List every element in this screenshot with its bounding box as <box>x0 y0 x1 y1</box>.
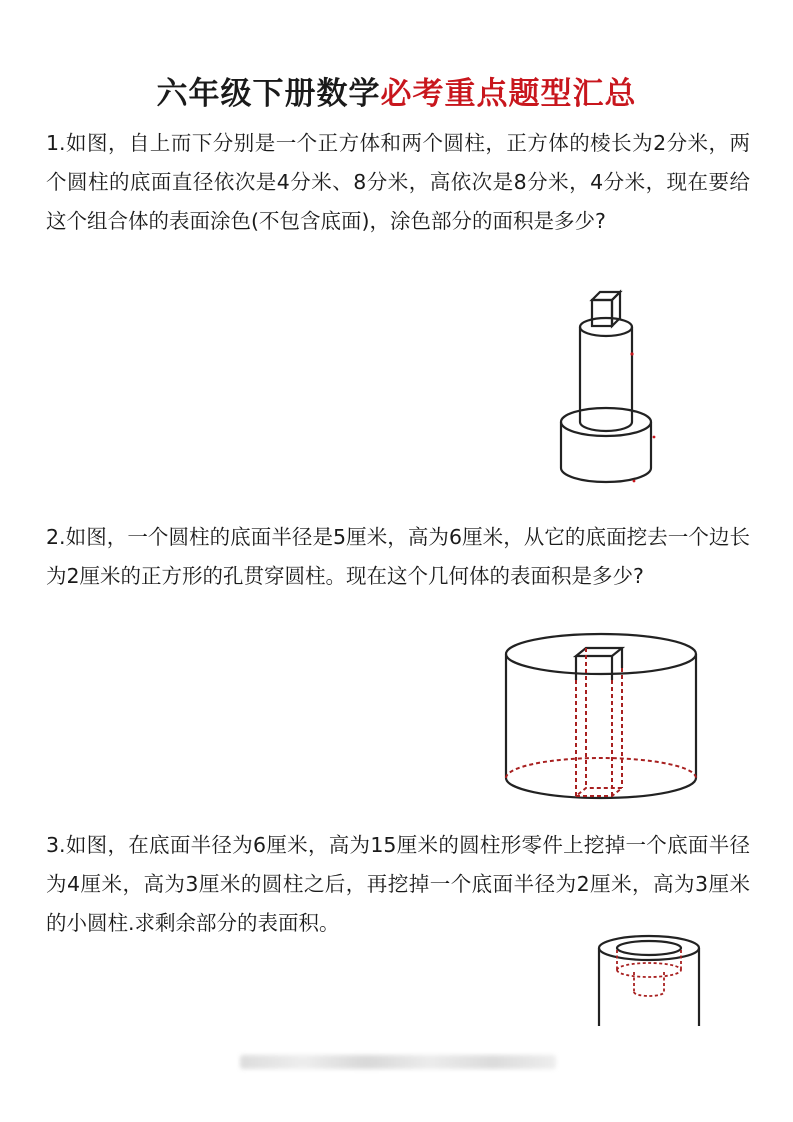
title-black-part: 六年级下册数学 <box>156 76 381 112</box>
figure-cube-on-cylinders <box>556 272 746 492</box>
page-title <box>0 68 793 113</box>
blurred-footer <box>240 1055 556 1069</box>
title-red-part: 必考重点题型汇总 <box>380 76 637 112</box>
question-3: 3.如图，在底面半径为6厘米，高为15厘米的圆柱形零件上挖掉一个底面半径为4厘米，高为3厘米的圆柱之后，再挖掉一个底面半径为2厘米，高为3厘米的小圆柱.求剩余部分的表面积。 <box>46 833 750 935</box>
figure-cylinder-square-hole <box>498 628 704 808</box>
question-1: 1.如图，自上而下分别是一个正方体和两个圆柱，正方体的棱长为2分米，两个圆柱的底面直径依次是4分米、8分米，高依次是8分米，4分米，现在要给这个组合体的表面涂色(不包含底面)，涂色部分的面积是多少? <box>46 131 750 233</box>
question-2: 2.如图，一个圆柱的底面半径是5厘米，高为6厘米，从它的底面挖去一个边长为2厘米的正方形的孔贯穿圆柱。现在这个几何体的表面积是多少? <box>46 525 750 588</box>
figure-cylinder-stepped-holes <box>596 932 706 1028</box>
